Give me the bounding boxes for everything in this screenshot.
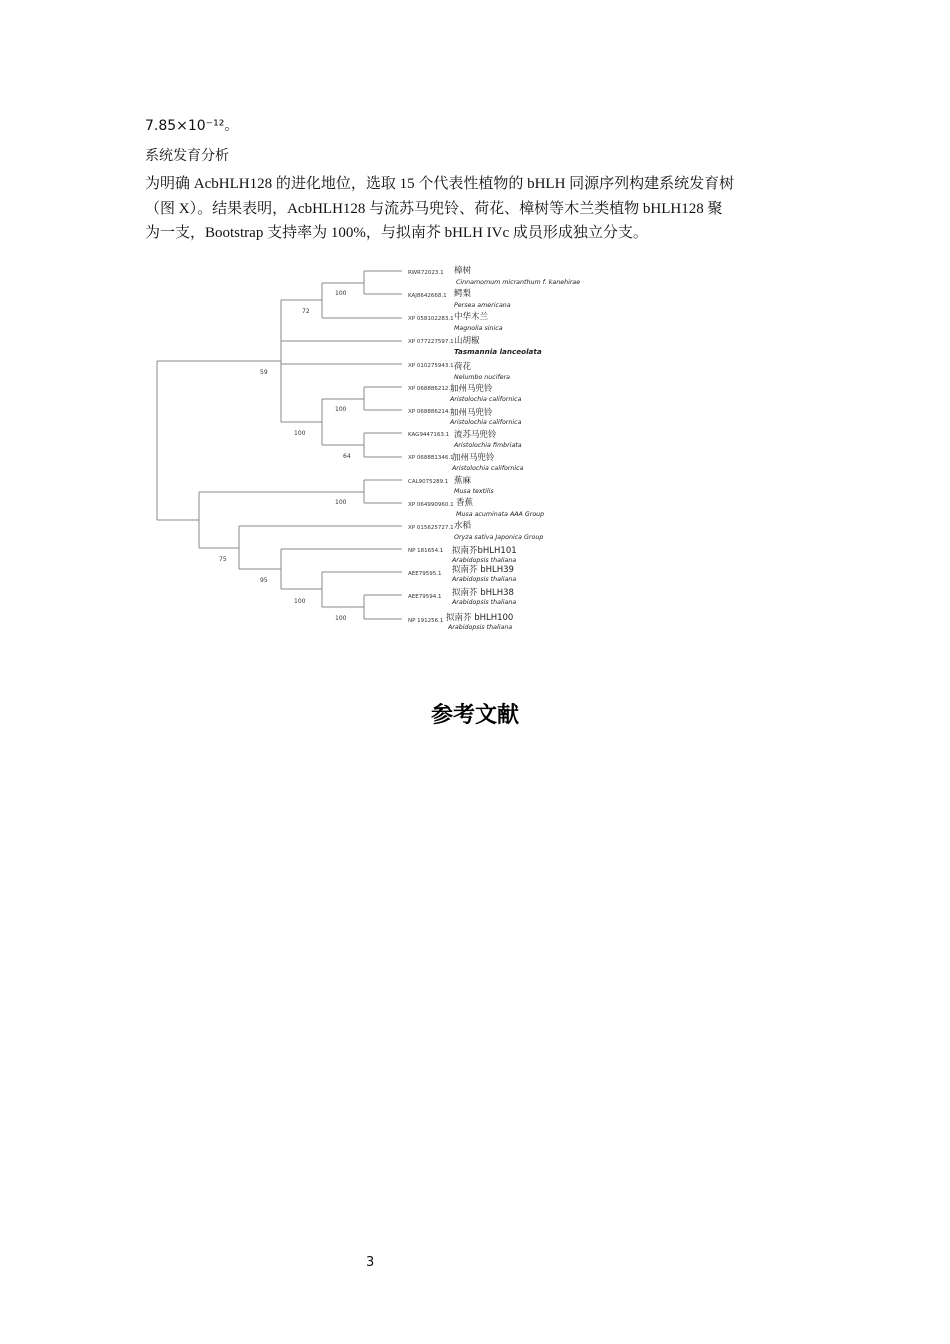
bootstrap-value: 100 [335, 499, 347, 506]
leaf-accession: CAL9075289.1 [408, 479, 449, 485]
leaf-latin-name: Persea americana [454, 302, 511, 309]
bootstrap-value: 100 [294, 430, 306, 437]
bootstrap-value: 75 [219, 556, 227, 563]
section-title: 系统发育分析 [145, 148, 229, 164]
leaf-common-name: 荷花 [454, 362, 472, 372]
leaf-accession: NP 191256.1 [408, 618, 444, 624]
leaf-accession: XP 010275943.1 [408, 363, 454, 369]
bootstrap-value: 100 [335, 406, 347, 413]
leaf-latin-name: Magnolia sinica [454, 325, 503, 332]
leaf-common-name: 拟南芥bHLH101 [452, 546, 517, 556]
body-paragraph [145, 172, 805, 246]
tree-branches [157, 271, 402, 619]
leaf-latin-name: Arabidopsis thaliana [452, 576, 517, 583]
leaf-accession: XP 058102283.1 [408, 316, 454, 322]
leaf-accession: AEE79594.1 [408, 594, 442, 600]
leaf-latin-name: Aristolochia californica [450, 396, 522, 403]
leaf-common-name: 蕉麻 [454, 476, 472, 486]
leaf-common-name: 香蕉 [456, 498, 474, 508]
leaf-latin-name: Musa acuminata AAA Group [456, 511, 545, 518]
leaf-latin-name: Aristolochia fimbriata [454, 442, 522, 449]
header-value-text: 7.85×10⁻¹²。 [145, 118, 239, 134]
bootstrap-value: 100 [335, 615, 347, 622]
paragraph-line: （图 X）。结果表明，AcbHLH128 与流苏马兜铃、荷花、樟树等木兰类植物 bHLH128 聚 [145, 200, 723, 217]
leaf-accession: KAG9447163.1 [408, 432, 450, 438]
leaf-common-name: 山胡椒 [454, 336, 480, 346]
paragraph-line: 为明确 AcbHLH128 的进化地位，选取 15 个代表性植物的 bHLH 同源序列构建系统发育树 [145, 176, 735, 192]
references-heading: 参考文献 [430, 703, 519, 728]
bootstrap-value: 100 [335, 290, 347, 297]
leaf-accession: KAJ8642668.1 [408, 293, 447, 299]
leaf-common-name: 拟南芥 bHLH38 [452, 588, 514, 598]
leaf-latin-name: Oryza sativa Japonica Group [454, 534, 544, 541]
leaf-accession: XP 068886212.1 [408, 386, 454, 392]
leaf-latin-name: Aristolochia californica [450, 419, 522, 426]
bootstrap-value: 64 [343, 453, 351, 460]
leaf-latin-name: Nelumbo nucifera [454, 374, 511, 381]
page-number: 3 [366, 1255, 375, 1270]
leaf-common-name: 水稻 [454, 521, 472, 531]
leaf-latin-name: Arabidopsis thaliana [452, 599, 517, 606]
leaf-common-name: 樟树 [454, 266, 472, 276]
bootstrap-value: 59 [260, 369, 268, 376]
leaf-accession: NP 181654.1 [408, 548, 444, 554]
leaf-latin-name: Musa textilis [454, 488, 494, 495]
leaf-common-name: 鳄梨 [454, 289, 472, 299]
leaf-latin-name: Tasmannia lanceolata [454, 347, 542, 356]
bootstrap-value: 95 [260, 577, 268, 584]
leaf-accession: XP 068881346.1 [408, 455, 454, 461]
leaf-accession: AEE79595.1 [408, 571, 442, 577]
paragraph-line: 为一支，Bootstrap 支持率为 100%，与拟南芥 bHLH IVc 成员形成独立分支。 [145, 225, 648, 241]
leaf-common-name: 加州马兜铃 [452, 453, 495, 463]
leaf-accession: XP 015625727.1 [408, 525, 454, 531]
bootstrap-value: 100 [294, 598, 306, 605]
leaf-common-name: 加州马兜铃 [450, 408, 493, 418]
bootstrap-value: 72 [302, 308, 310, 315]
leaf-accession: RWR72023.1 [408, 270, 444, 276]
leaf-common-name: 中华木兰 [454, 312, 489, 322]
leaf-latin-name: Cinnamomum micranthum f. kanehirae [456, 279, 581, 286]
leaf-accession: XP 064990960.1 [408, 502, 454, 508]
leaf-accession: XP 077227597.1 [408, 339, 454, 345]
leaf-common-name: 拟南芥 bHLH100 [446, 613, 514, 623]
leaf-common-name: 流苏马兜铃 [454, 430, 497, 440]
phylogenetic-tree-figure [150, 262, 590, 634]
leaf-common-name: 拟南芥 bHLH39 [452, 565, 514, 575]
leaf-common-name: 加州马兜铃 [450, 384, 493, 394]
leaf-latin-name: Arabidopsis thaliana [448, 624, 513, 631]
leaf-latin-name: Arabidopsis thaliana [452, 557, 517, 564]
leaf-accession: XP 068886214.1 [408, 409, 454, 415]
leaf-latin-name: Aristolochia californica [452, 465, 524, 472]
